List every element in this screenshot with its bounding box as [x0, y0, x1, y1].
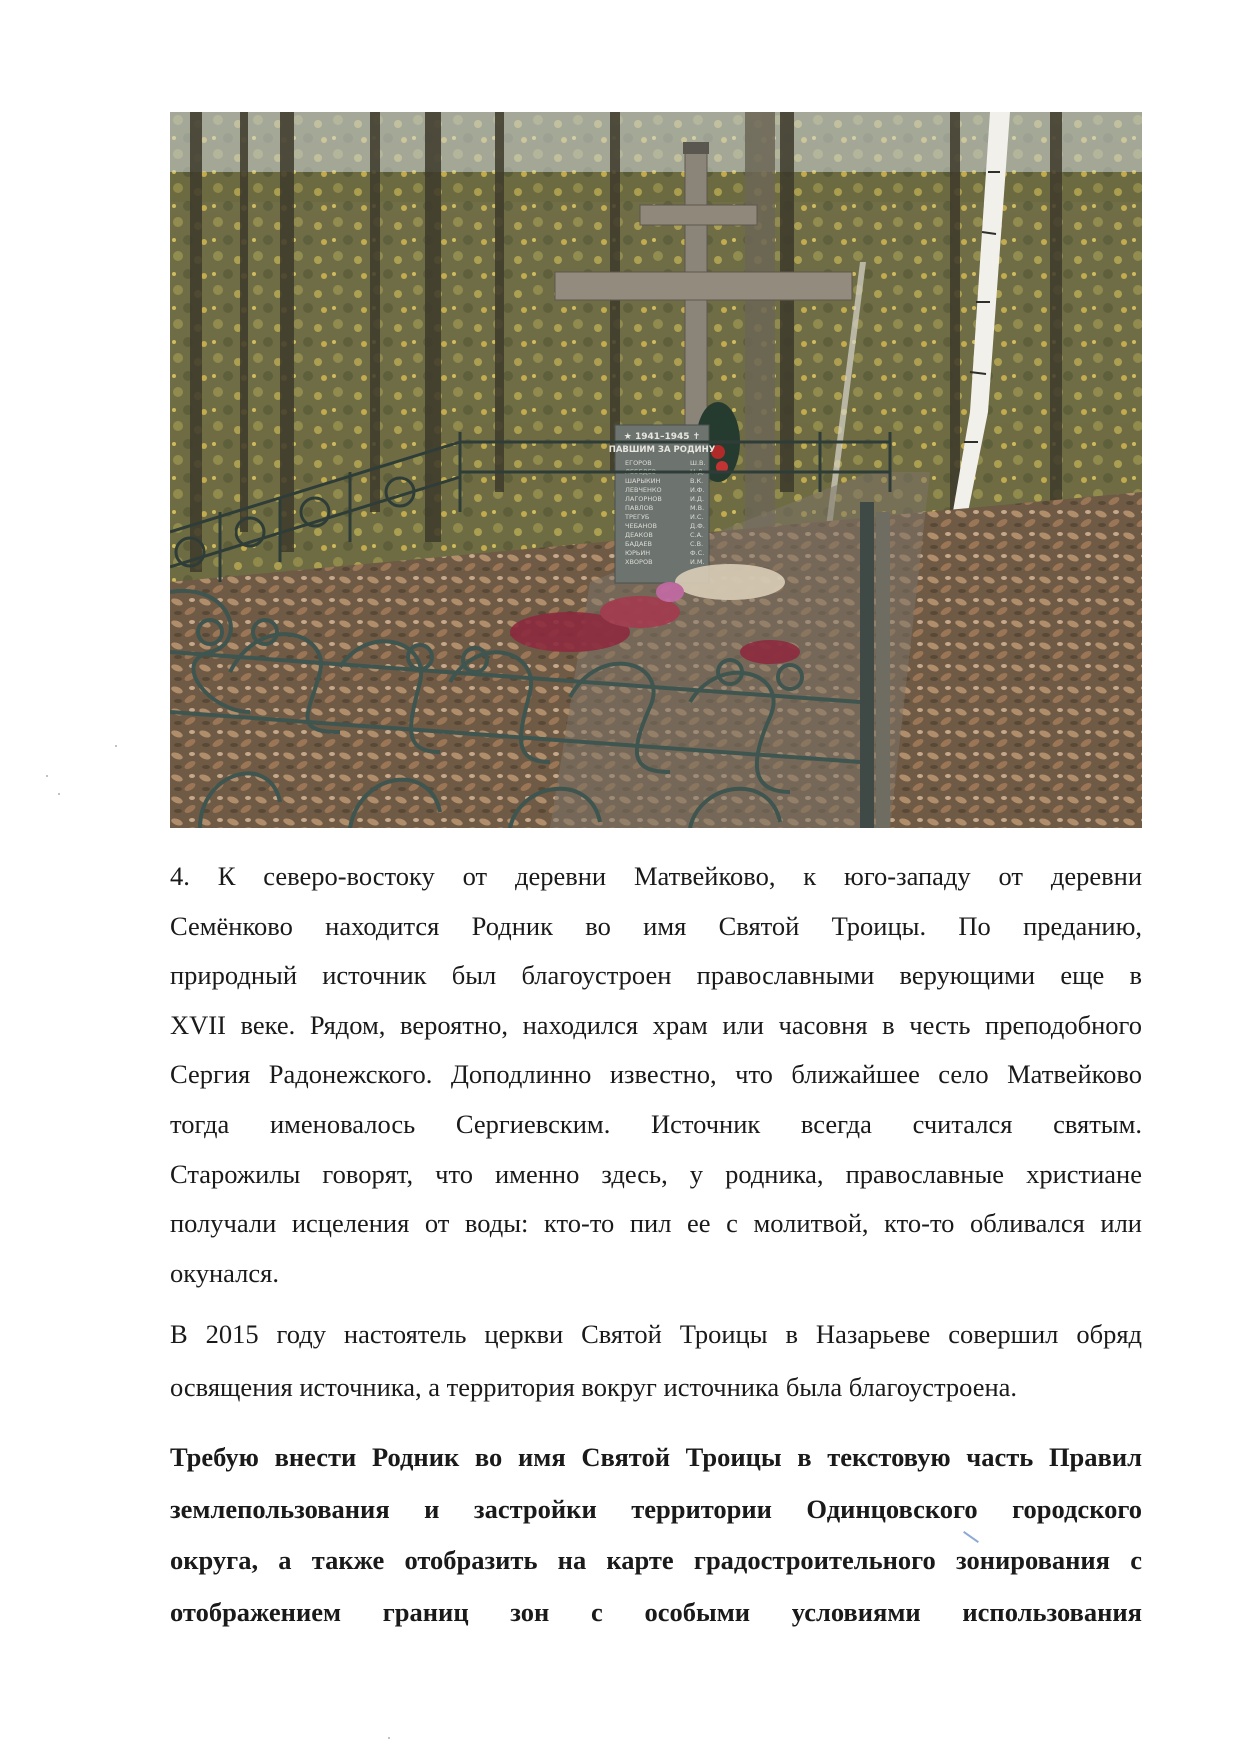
svg-text:М.Д.: М.Д.: [690, 468, 705, 476]
paragraph-demand: [170, 1432, 1142, 1639]
scan-speck: [58, 793, 60, 795]
text-line: Сергия Радонежского. Доподлинно известно, что ближайшее село Матвейково: [170, 1059, 1142, 1090]
svg-text:И.С.: И.С.: [690, 513, 704, 521]
svg-text:ЕГОРОВ: ЕГОРОВ: [625, 459, 652, 467]
svg-text:★ 1941–1945 ✝: ★ 1941–1945 ✝: [623, 432, 701, 442]
text-line: XVII веке. Рядом, вероятно, находился храм или часовня в честь преподобного: [170, 1009, 1142, 1040]
svg-text:ЧЕБАНОВ: ЧЕБАНОВ: [625, 522, 657, 530]
svg-text:ДЕАКОВ: ДЕАКОВ: [625, 531, 653, 539]
text-line: отображением границ зон с особыми условиями использования: [170, 1597, 1142, 1628]
text-line: Семёнково находится Родник во имя Святой Троицы. По преданию,: [170, 910, 1142, 941]
scan-speck: [46, 775, 48, 777]
svg-text:Ф.С.: Ф.С.: [690, 549, 705, 557]
text-line: округа, а также отобразить на карте градостроительного зонирования с: [170, 1545, 1142, 1576]
text-line: получали исцеления от воды: кто-то пил ее с молитвой, кто-то обливался или: [170, 1208, 1142, 1239]
svg-text:ПАВШИМ ЗА РОДИНУ: ПАВШИМ ЗА РОДИНУ: [608, 445, 716, 455]
scan-speck: [115, 745, 117, 747]
svg-text:ШАРЫКИН: ШАРЫКИН: [625, 477, 661, 485]
paragraph-spring-description: [170, 852, 1142, 1298]
svg-text:ЮРЬИН: ЮРЬИН: [625, 549, 651, 557]
memorial-plaque: [609, 425, 716, 583]
svg-text:Ш.В.: Ш.В.: [690, 459, 706, 467]
svg-text:ЛЕБЕДЕВ: ЛЕБЕДЕВ: [625, 468, 657, 476]
svg-text:С.А.: С.А.: [690, 531, 704, 539]
text-line: Требую внести Родник во имя Святой Троицы в текстовую часть Правил: [170, 1442, 1142, 1472]
svg-text:И.М.: И.М.: [690, 558, 705, 566]
text-line: Старожилы говорят, что именно здесь, у родника, православные христиане: [170, 1158, 1142, 1189]
text-line: В 2015 году настоятель церкви Святой Троицы в Назарьеве совершил обряд: [170, 1319, 1142, 1349]
memorial-photo-illustration: [170, 112, 1142, 828]
svg-text:ПАВЛОВ: ПАВЛОВ: [625, 504, 654, 512]
paragraph-consecration: [170, 1308, 1142, 1414]
svg-text:ЛАГОРНОВ: ЛАГОРНОВ: [625, 495, 662, 503]
svg-text:И.Д.: И.Д.: [690, 495, 705, 503]
svg-text:ТРЕГУБ: ТРЕГУБ: [625, 513, 650, 521]
text-line: тогда именовалось Сергиевским. Источник всегда считался святым.: [170, 1108, 1142, 1139]
memorial-photo: [170, 112, 1142, 828]
svg-text:М.В.: М.В.: [690, 504, 705, 512]
text-line: 4. К северо-востоку от деревни Матвейково, к юго-западу от деревни: [170, 861, 1142, 891]
svg-text:ЛЕВЧЕНКО: ЛЕВЧЕНКО: [625, 486, 662, 494]
text-line: природный источник был благоустроен православными верующими еще в: [170, 960, 1142, 991]
text-line: окунался.: [170, 1257, 279, 1288]
svg-text:И.Ф.: И.Ф.: [690, 486, 705, 494]
svg-text:БАДАЕВ: БАДАЕВ: [625, 540, 652, 548]
svg-text:ХВОРОВ: ХВОРОВ: [625, 558, 653, 566]
svg-text:Д.Ф.: Д.Ф.: [690, 522, 705, 530]
svg-text:В.К.: В.К.: [690, 477, 704, 485]
scan-speck: [388, 1737, 390, 1739]
text-line: освящения источника, а территория вокруг источника была благоустроена.: [170, 1372, 1018, 1402]
svg-text:С.В.: С.В.: [690, 540, 704, 548]
fence-post: [860, 502, 874, 828]
text-line: землепользования и застройки территории Одинцовского городского: [170, 1493, 1142, 1524]
